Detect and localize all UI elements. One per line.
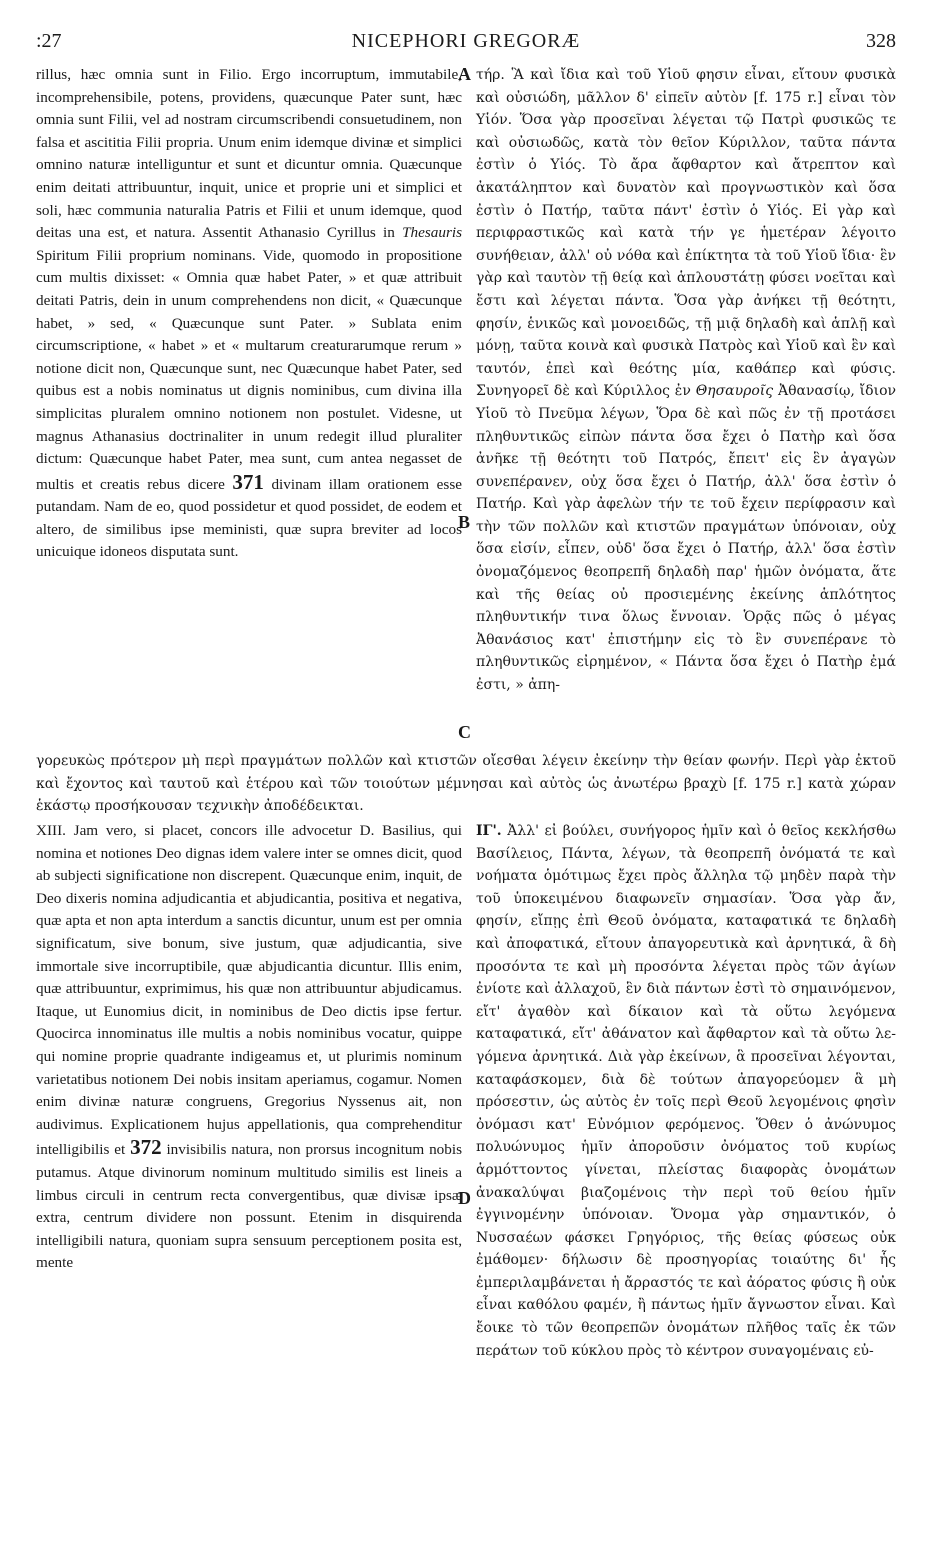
running-header [36, 30, 896, 60]
greek-text: καθάπερ καὶ φύσις. Συνηγορεῖ δὲ καὶ Κύριλλος ἐν [476, 360, 896, 400]
running-title: NICEPHORI GREGORÆ [351, 30, 581, 52]
latin-text: Spiritum Filii proprium nominans. Vide, quomodo in propositione cum multis dixisset: « Omnia quæ habet Pater, » et quæ attribuit deitati Patris, dein in unum comprehendens non dicit, « Quæcunque habet, » sed, « Quæcunque sunt Pater. » Sublata enim circumscriptione, « habet » et « multarum creaturarumque rerum » notione dicit non, Quæcunque sunt, nec Quæcunque habet Pater, sed quibus est a nobis nominatus ut dignis nominibus, cum divina illa simplicitas pluralem omnino notionem non postulet. Videsne, ut magnus Athanasius doctrinaliter in unum redegit illud pluraliter dictum: Quæcunque habet Pater, mea sunt, cum antea negasset de multis et creatis rebus dicere [36, 246, 462, 493]
latin-paragraph [36, 64, 462, 564]
greek-column-upper [476, 64, 896, 748]
greek-text: τήρ. Ἃ καὶ ἴδια καὶ τοῦ Υἱοῦ φησιν εἶναι, εἴτουν φυσικὰ καὶ οὐσιώδη, μᾶλλον δ' εἰπεῖν αὐτὸν [f. 175 r.] εἶναι τὸν Υἱόν. Ὅσα γὰρ προσεῖναι λέγεται τῷ Πατρὶ φυσικῶς τε καὶ οὐσιωδῶς, κατὰ τὸν θεῖον Κύριλλον, ταῦτα πάντα ἐστὶν ὁ Υἱός. Τὸ ἄρα ἄφθαρτον καὶ ἄτρεπτον καὶ ἀκατάληπτον καὶ δυνατὸν καὶ προγνωστικὸν καὶ ὅσα ἐστὶν ὁ Πατήρ, ταῦτα πάντ' ἐστὶν ὁ Υἱός. Εἰ γὰρ καὶ περιφραστικῶς καὶ κατὰ τήν γε ἡμετέραν λέγοιτο συνήθειαν, ἀλλ' οὐ νόθα καὶ ἐπίκτητα τὰ τοῦ Υἱοῦ ἴδια· ἓν γὰρ καὶ ταυτὸν τῇ θείᾳ καὶ ἁπλουστάτῃ φύσει νοεῖται καὶ ἔστι καὶ λέγεται πάντα. Ὅσα γὰρ ἀνήκει τῇ θεότητι, φησίν, ἑνικῶς καὶ μονοειδῶς, τῇ μιᾷ δηλαδὴ καὶ ἁπλῇ καὶ μόνῃ, ταῦτα κοινὰ καὶ φυσικὰ Πατρὸς καὶ Υἱοῦ καὶ ἓν καὶ ταυτόν, ἐπεὶ καὶ θεότης μία, [476, 67, 896, 377]
latin-column-upper [36, 64, 462, 748]
section-marker-a: A [458, 64, 471, 84]
margin-column-number: 372 [130, 1135, 162, 1160]
latin-text: XIII. Jam vero, si placet, concors ille advocetur D. Basilius, qui nomina et notiones Deo dignas idem valere inter se omnes dicit, quod ab subjecti significatione non discrepent. Quæcunque enim, inquit, de Deo dixeris nomina adjudicantia et abjudicantia, positiva et negativa, quæ apta et non apta interdum a sanctis dicuntur, unum est per omnia significatum, sive bonum, sive justum, quæ adjudicantia, sive immortale sive incorruptibile, quæ abjudicantia dicuntur. Illis enim, quæ attribuuntur, exprimimus, his quæ non attribuuntur abjudicamus. Itaque, ut Eunomius dicit, in nominibus de Deo dictis ipse fertur. Quocirca innominatus ille multis a nobis nominibus vocatur, quippe qui nomine proprie quadrante indigeamus et, ut plurimis nominum varietatibus notionem Dei nobis insitam aperiamus, cogamur. Nomen enim divinæ naturæ congruens, Gregorius Nyssenus ait, non audivimus. Explicationem hujus appellationis, qua comprehenditur intelligibilis et [36, 822, 462, 1159]
greek-wide-lines: γορευκὼς πρότερον μὴ περὶ πραγμάτων πολλῶν καὶ κτιστῶν οἴεσθαι λέγειν ἐκείνην τὴν θείαν φωνήν. Περὶ γὰρ ἐκτοῦ καὶ ἔχοντος καὶ ταυτοῦ καὶ ἑτέρου καὶ τῶν τοιούτων μέμνησαι καὶ αὐτὸς ὡς ἀνωτέρω βραχὺ [f. 175 r.] κατὰ χώραν ἑκάστῳ προσήκουσαν τεχνικὴν ἀποδέδεικται. [36, 753, 896, 815]
section-marker-c: C [458, 722, 471, 742]
page-number-right: 328 [866, 30, 896, 52]
latin-text: divinam illam orationem esse putandam. Nam de eo, quod possidetur et quod possidet, de eodem et altero, de similibus ipse meministi, quæ supra breviter ad locos unicuique idoneos disputata sunt. [36, 475, 462, 561]
margin-column-number: 371 [232, 469, 264, 494]
latin-italic-title: Thesauris [402, 224, 463, 242]
greek-italic-title: Θησαυροῖς [695, 383, 774, 400]
page-number-left: :27 [36, 30, 62, 52]
section-marker-d: D [458, 1188, 471, 1208]
section-number: ΙΓ'. [476, 823, 502, 839]
greek-paragraph [476, 64, 896, 697]
latin-text: rillus, hæc omnia sunt in Filio. Ergo incorruptum, immutabile, incomprehensibile, potens, providens, quæcunque Pater sunt, hæc omnia sunt Filii, vel ad nostram circumscribendi consuetudinem, non falsa et ascititia Filii propria. Unum enim idemque divinæ et simplici omnino naturæ intelliguntur et sunt et dicuntur omnia. Quæcunque enim deitati attribuuntur, inquit, unice et proprie uni et simplici et soli, hæc communia naturalia Patris et Filii et unum idemque, quod deitas una est, et natura. Assentit Athanasio Cyrillus in [36, 66, 462, 242]
greek-text: γόμενα ἀρνητικά. Διὰ γὰρ ἐκείνων, ἃ προσεῖναι λέγονται, καταφάσκομεν, διὰ δὲ τούτων ἀπαγορεύομεν ἃ μὴ πρόσεστιν, ὡς αὐτὸς ἐν τοῖς περὶ Θεοῦ λεγομένοις φησὶν ὀνόμασι κατ' Εὐνόμιον φερόμενος. Ὅθεν ὁ ἀνώνυμος πολυώνυμος ἡμῖν ἀποροῦσιν ὀνόματος τοῦ κυρίως ἁρμόττοντος γίνεται, πλείστας διαφορὰς ὀνομάτων ἀνακαλύψαι βιαζομένοις τὴν περὶ τοῦ θείου ἡμῖν ἐγγινομένην ὑπόνοιαν. Ὄνομα γὰρ σημαντικόν, ὁ Νυσσαέων φάσκει Γρηγόριος, τῆς θείας φύσεως οὐκ ἐμάθομεν· δήλωσιν δὲ προσηγορίας τοιαύτης δι' ἧς ἐμπεριλαμβάνεται ἡ ἄρραστός τε καὶ ἀόρατος φύσις ἢ οὐκ εἶναι καθόλου φαμέν, ἢ πάντως ἡμῖν ἄγνωστον εἶναι. Καὶ ἔοικε τὸ τῶν θεοπρεπῶν ὀνομάτων πλῆθος ταῖς ἐκ τῶν περάτων τοῦ κύκλου πρὸς τὸ κέντρον συναγομέναις εὐ- [476, 1048, 896, 1359]
latin-text: invisibilis natura, non prorsus incognitum nobis putamus. Atque divinorum nominum multitudo similis est lineis a limbus circuli in centrum recta convergentibus, quæ divisæ ipsæ extra, centrum dividere non possunt. Etenim in disquirenda intelligibili natura, quoniam supra sensuum perceptionem posita est, mente [36, 1141, 462, 1272]
greek-paragraph [476, 820, 896, 1362]
greek-text: Ἀλλ' εἰ βούλει, συνήγορος ἡμῖν καὶ ὁ θεῖος κεκλήσθω Βασίλειος, Πάντα, λέγων, τὰ θεοπρεπῆ ὀνόματά τε καὶ νοήματα ὁμότιμως ἔχει πρὸς ἄλληλα τῷ μηδὲν παρὰ τὴν τοῦ ὑποκειμένου διαφωνεῖν σημασίαν. Ὅσα γὰρ ἄν, φησίν, εἴπῃς ἐπὶ Θεοῦ ὀνόματα, καταφατικά τε δηλαδὴ καὶ ἀποφατικά, εἴτουν ἀπαγορευτικὰ καὶ ἀρνητικά, ἃ δὴ προσόντα τε καὶ μὴ προσόντα λέγεται πρὸς τῶν ἁγίων ἐνίοτε καὶ ἀλλαχοῦ, ἓν διὰ πάντων ἐστὶ τὸ σημαινόμενον, εἴτ' ἀγαθὸν καὶ δίκαιον καὶ τὰ οὕτω λεγόμενα καταφατικά, εἴτ' ἀθάνατον καὶ ἄφθαρτον καὶ τὰ οὕτω λε- [476, 823, 897, 1043]
greek-column-lower [476, 820, 896, 1520]
latin-paragraph [36, 820, 462, 1275]
section-marker-b: B [458, 512, 471, 532]
latin-column-lower [36, 820, 462, 1520]
greek-text: Ἀθανασίῳ, ἴδιον Υἱοῦ τὸ Πνεῦμα λέγων, Ὅρα δὲ καὶ πῶς ἐν τῇ προτάσει πληθυντικῶς εἰπὼν πάντα ὅσα ἔχει ὁ Πατὴρ καὶ ὅσα ἀνῆκε τῇ θεότητι τοῦ Πατρός, ἔπειτ' εἰς ἓν ἀγαγὼν συνεπέρανεν, οὐχ ὅσα ἔχει ὁ Πατήρ, ἀλλ' ὅσα ἐστὶν ὁ Πατήρ. Καὶ γὰρ ἀφελὼν τήν τε τοῦ ἔχειν περίφρασιν καὶ τὴν τῶν πολλῶν καὶ κτιστῶν πραγμάτων ὑπόνοιαν, οὐχ ὅσα εἰσίν, εἶπεν, οὐδ' ὅσα ἔχει ὁ Πατήρ, ἀλλ' ὅσα ἐστὶν ὀνομαζόμενος θεοπρεπῆ δηλαδὴ παρ' ἡμῶν ὀνόματα, ἅτε καὶ τῆς θείας οὐ προσιεμένης ἐκείνης ἁπλότητος πληθυντικήν τινα ὅλως ἔννοιαν. Ὁρᾷς πῶς ὁ μέγας Ἀθανάσιος κατ' ἐπιστήμην εἰς τὸ ἓν συνεπέρανε τὸ πληθυντικῶς εἰρημένον, « Πάντα ὅσα ἔχει ὁ Πατὴρ ἐμά ἐστι, » ἀπη- [476, 383, 897, 694]
